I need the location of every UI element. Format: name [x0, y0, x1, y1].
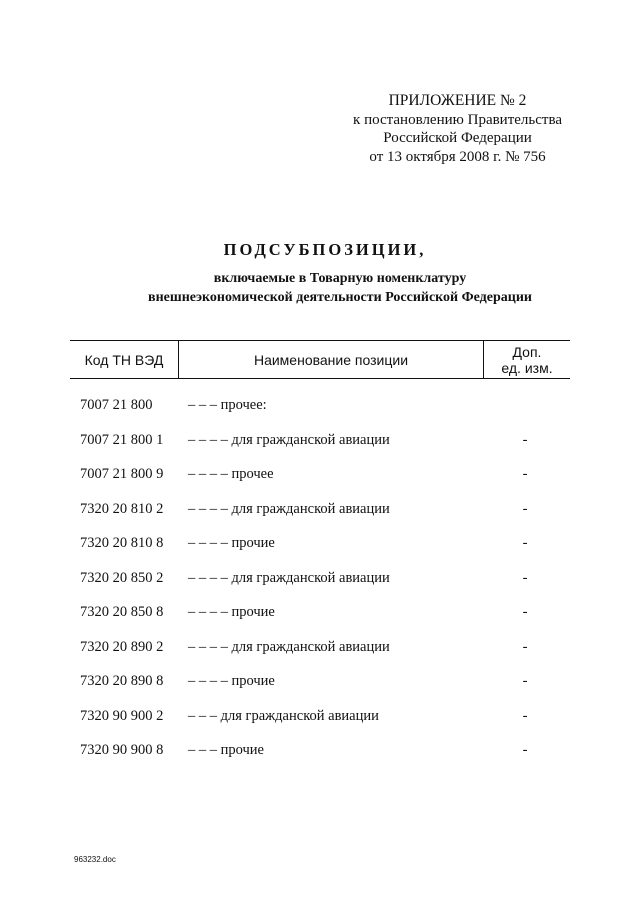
subtitle-line-2: внешнеэкономической деятельности Российской Федерации	[148, 290, 532, 305]
row-name: – – – – для гражданской авиации	[188, 638, 390, 655]
table-row	[0, 397, 640, 432]
row-unit: -	[522, 742, 528, 758]
row-code: 7320 20 850 2	[80, 569, 164, 586]
row-unit: -	[522, 604, 528, 620]
row-name: – – – – для гражданской авиации	[188, 569, 390, 586]
row-code: 7007 21 800 1	[80, 431, 164, 448]
row-unit: -	[522, 638, 528, 655]
row-unit: -	[522, 466, 528, 482]
row-unit: -	[522, 431, 528, 448]
table-row	[0, 708, 640, 743]
table-row	[0, 570, 640, 605]
row-name: – – – – для гражданской авиации	[188, 431, 390, 448]
column-header-unit-line-2: ед. изм.	[501, 360, 553, 376]
page-subtitle	[40, 269, 640, 307]
appendix-line-1: к постановлению Правительства	[353, 111, 562, 128]
table-header	[70, 340, 570, 379]
row-name: – – – – для гражданской авиации	[188, 500, 390, 517]
row-code: 7007 21 800	[80, 397, 153, 413]
page-title: ПОДСУБПОЗИЦИИ,	[223, 240, 427, 259]
appendix-line-3: от 13 октября 2008 г. № 756	[369, 148, 546, 165]
row-unit: -	[522, 500, 528, 517]
row-code: 7320 20 890 8	[80, 673, 164, 689]
row-name: – – – прочие	[188, 742, 264, 758]
appendix-block	[353, 92, 562, 166]
row-code: 7007 21 800 9	[80, 466, 164, 482]
table-row	[0, 466, 640, 501]
row-code: 7320 20 890 2	[80, 638, 164, 655]
table-row	[0, 604, 640, 639]
column-header-unit-line-1: Доп.	[512, 344, 542, 360]
column-header-unit	[484, 341, 570, 378]
table-body	[0, 397, 640, 777]
document-heading	[0, 240, 640, 307]
table-row	[0, 432, 640, 467]
table-row	[0, 639, 640, 674]
row-unit: -	[522, 535, 528, 551]
appendix-title: ПРИЛОЖЕНИЕ № 2	[388, 92, 527, 109]
table-row	[0, 535, 640, 570]
column-header-code: Код ТН ВЭД	[70, 341, 179, 378]
row-name: – – – – прочие	[188, 535, 275, 551]
row-code: 7320 20 810 2	[80, 500, 164, 517]
row-code: 7320 20 850 8	[80, 604, 164, 620]
row-name: – – – прочее:	[188, 397, 267, 413]
table-row	[0, 742, 640, 777]
row-unit: -	[522, 569, 528, 586]
column-header-name: Наименование позиции	[179, 341, 484, 378]
row-name: – – – – прочие	[188, 604, 275, 620]
row-code: 7320 90 900 8	[80, 742, 164, 758]
row-unit: -	[522, 673, 528, 689]
row-code: 7320 90 900 2	[80, 707, 164, 724]
row-unit: -	[522, 707, 528, 724]
table-row	[0, 673, 640, 708]
row-code: 7320 20 810 8	[80, 535, 164, 551]
subtitle-line-1: включаемые в Товарную номенклатуру	[213, 271, 467, 286]
row-name: – – – для гражданской авиации	[188, 707, 379, 724]
row-name: – – – – прочее	[188, 466, 274, 482]
table-row	[0, 501, 640, 536]
appendix-line-2: Российской Федерации	[383, 130, 532, 146]
row-name: – – – – прочие	[188, 673, 275, 689]
file-name-footer: 963232.doc	[74, 855, 116, 864]
